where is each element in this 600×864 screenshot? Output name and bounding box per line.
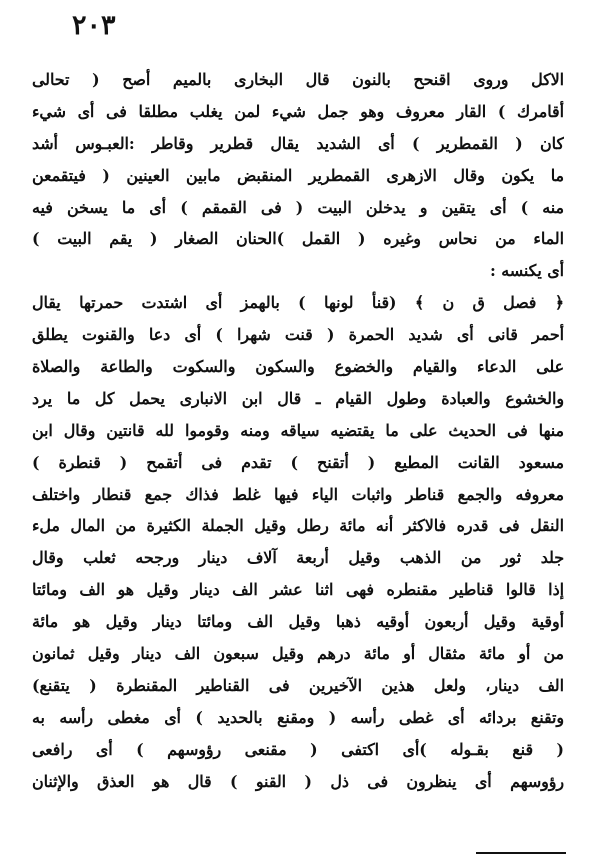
text-line: منها فى الحديث على ما يقتضيه سياقه ومنه وقوموا لله قانتين وقال ابن [32,420,564,440]
text-line: معروفه والجمع قناطر واثبات الياء فيها غلط فذاك جمع قنطار واختلف [32,484,564,504]
text-line: رؤوسهم أى ينظرون فى ذل ( القنو ) قال هو العذق والإثنان [32,771,564,791]
text-line: أى يكنسه : [489,261,564,281]
text-line: الماء من نحاس وغيره ( القمل )الحنان الصغار ( يقم البيت ) [32,229,564,249]
section-heading-line: ﴿ فصل ق ن ﴾ (قنأ لونها ) بالهمز أى اشتدت حمرتها يقال [32,293,564,313]
text-line: من أو مائة مثقال أو مائة درهم وقيل سبعون الف دينار وقيل ثمانون [32,644,564,664]
text-body [32,64,564,797]
text-line: كان ( القمطرير ) أى الشديد يقال قطرير وقاطر :العبـوس أشد [32,133,564,153]
text-line: أوقية وقيل أربعون أوقيه ذهبا وقيل الف ومائتا دينار وقيل هو مائة [32,612,564,632]
text-line: جلد ثور من الذهب وقيل أربعة آلاف دينار ورجحه ثعلب وقال [32,548,564,568]
text-line: إذا قالوا قناطير مقنطره فهى اثنا عشر الف دينار وقيل هو الف ومائتا [32,580,564,600]
text-line: والخشوع والعبادة وطول القيام ـ قال ابن الانبارى يحمل كل ما يرد [32,388,564,408]
page-number: ٢٠٣ [72,10,116,41]
text-line: الف دينار، ولعل هذين الآخيرين فى القناطير المقنطرة ( يتقنع) [32,675,564,695]
text-line: ما يكون وقال الازهرى القمطرير المنقبض مابين العينين ( فيتقمعن [32,165,564,185]
text-line: على الدعاء والقيام والخضوع والسكون والسكوت والطاعة والصلاة [32,357,564,377]
text-line: أقامرك ) القار معروف وهو جمل شيء لمن يغلب مطلقا فى أى شيء [32,101,564,121]
text-line: النقل فى قدره فالاكثر أنه مائة رطل وقيل الجملة الكثيرة من المال ملء [32,516,564,536]
text-line: وتقنع بردائه أى غطى رأسه ( ومقنع بالحديد ) أى مغطى رأسه به [32,707,564,727]
text-line: الاكل وروى اقنحح بالنون قال البخارى بالميم أصح ( تحالى [32,70,564,89]
text-line: منه ) أى يتقين و يدخلن البيت ( فى القمقم ) أى ما يسخن فيه [32,197,564,217]
text-line: أحمر قانى أى شديد الحمرة ( قنت شهرا ) أى دعا والقنوت يطلق [32,325,564,345]
footer-rule [476,852,566,854]
text-line: ( قنع بقـوله )أى اكتفى ( مقنعى رؤوسهم ) أى رافعى [32,739,564,759]
text-line: مسعود القانت المطيع ( أتقنح ) تقدم فى أتقمح ( قنطرة ) [32,452,564,472]
